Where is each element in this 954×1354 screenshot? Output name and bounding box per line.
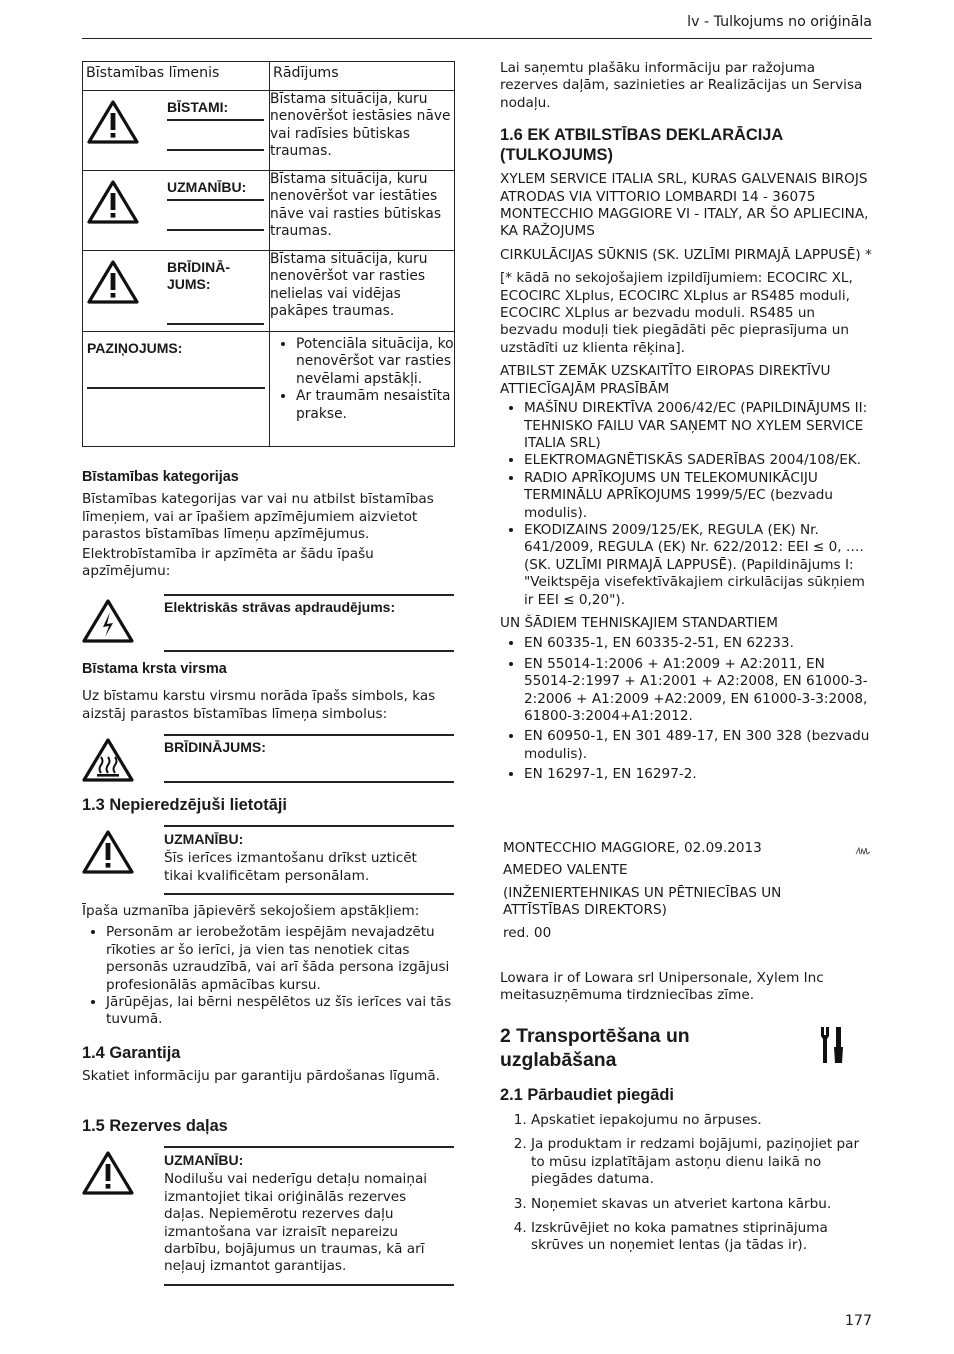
signature-icon	[855, 846, 871, 856]
hazard-level-table	[82, 61, 455, 447]
list-item: • Jārūpējas, lai bērni nespēlētos uz šīs ierīces vai tās tuvumā.	[106, 994, 454, 1029]
section-title-1-6: 1.6 EK ATBILSTĪBAS DEKLARĀCIJA (TULKOJUMS)	[500, 126, 783, 165]
trademark-note: Lowara ir of Lowara srl Unipersonale, Xylem Inc meitasuzņēmuma tirdzniecības zīme.	[500, 970, 824, 1004]
chapter-title-2: 2 Transportēšana un uzglabāšana	[500, 1025, 690, 1071]
warning-icon	[87, 99, 139, 145]
table-header-level: Bīstamības līmenis	[83, 62, 270, 91]
paragraph: UN ŠĀDIEM TEHNISKAJIEM STANDARTIEM	[500, 614, 778, 631]
delivery-steps	[500, 1112, 869, 1262]
level-name: PAZIŅOJUMS:	[87, 340, 183, 356]
table-row	[83, 91, 455, 171]
list-item: • EN 16297-1, EN 16297-2.	[524, 766, 872, 783]
caution-text: Šīs ierīces izmantošanu drīkst uzticēt tikai kvalificētam personālam.	[164, 850, 417, 884]
paragraph: XYLEM SERVICE ITALIA SRL, KURAS GALVENAIS BIROJS ATRODAS VIA VITTORIO LOMBARDI 14 - 36075 MONTECCHIO MAGGIORE VI - ITALY, AR ŠO APLIECINA, KA RAŽOJUMS	[500, 171, 869, 240]
paragraph: Īpaša uzmanība jāpievērš sekojošiem apstākļiem:	[82, 903, 420, 919]
electric-hazard-label: Elektriskās strāvas apdraudējums:	[164, 599, 396, 615]
page-number: 177	[844, 1313, 872, 1329]
right-column	[500, 60, 872, 784]
subsection-heading: Bīstama krsta virsma	[82, 661, 227, 677]
paragraph: Bīstamības kategorijas var vai nu atbilst bīstamības līmeņiem, vai ar īpašiem apzīmējumiem aizvietot parastos bīstamības līmeņu apzīmējumus.	[82, 491, 434, 543]
paragraph: CIRKULĀCIJAS SŪKNIS (SK. UZLĪMI PIRMAJĀ LAPPUSĒ) *	[500, 246, 872, 263]
warning-icon	[82, 1150, 134, 1196]
list-item: 2. Ja produktam ir redzami bojājumi, paziņojiet par to mūsu izplatītājam astoņu dienu laikā no piegādes datuma.	[531, 1136, 869, 1188]
tools-icon	[818, 1025, 846, 1065]
signature-name: AMEDEO VALENTE	[503, 862, 628, 879]
caution-text: Nodilušu vai nederīgu detaļu nomaiņai izmantojiet tikai oriģinālās rezerves daļas. Nepiemērotu rezerves daļu izmantošana var izraisīt nepareizu darbību, bojājumus un traumas, kā arī neļauj izmantot garantijas.	[164, 1171, 428, 1275]
hot-surface-label: BRĪDINĀJUMS:	[164, 739, 266, 755]
paragraph: [* kādā no sekojošajiem izpildījumiem: ECOCIRC XL, ECOCIRC XLplus, ECOCIRC XLplus ar RS485 moduli, ECOCIRC XLplus ar bezvadu moduli. RS485 un bezvadu moduļi tiek piegādāti pēc pieprasījuma un uzstādīti uz klienta rēķina].	[500, 270, 853, 356]
list-item: • Potenciāla situācija, ko nenovēršot var rasties nevēlami apstākļi.	[296, 336, 454, 388]
list-item: • Ar traumām nesaistīta prakse.	[296, 388, 454, 423]
table-row	[83, 251, 455, 332]
list-item: • ELEKTROMAGNĒTISKĀS SADERĪBAS 2004/108/EK.	[524, 452, 872, 469]
caution-label: UZMANĪBU:	[164, 1152, 244, 1168]
inexperienced-users-body	[82, 903, 454, 1029]
caution-box	[164, 831, 449, 885]
list-item: 4. Izskrūvējiet no koka pamatnes stiprinājuma skrūves un noņemiet lentas (ja tādas ir).	[531, 1220, 869, 1255]
warning-icon	[87, 259, 139, 305]
level-description: Bīstama situācija, kuru nenovēršot var rasties nelielas vai vidējas pakāpes traumas.	[270, 251, 455, 332]
level-name: BĪSTAMI:	[167, 99, 229, 115]
paragraph: Lai saņemtu plašāku informāciju par ražojuma rezerves daļām, sazinieties ar Realizācijas un Servisa nodaļu.	[500, 60, 863, 111]
level-name: UZMANĪBU:	[167, 179, 247, 195]
paragraph: Elektrobīstamība ir apzīmēta ar šādu īpašu apzīmējumu:	[82, 545, 374, 580]
hot-surface-section	[82, 661, 454, 723]
running-header: lv - Tulkojums no oriģināla	[687, 14, 872, 30]
hazard-categories-section	[82, 469, 454, 580]
revision: red. 00	[503, 924, 552, 941]
subsection-heading: Bīstamības kategorijas	[82, 469, 239, 485]
level-name: BRĪDINĀ-JUMS:	[167, 259, 230, 292]
list-item: • EN 60335-1, EN 60335-2-51, EN 62233.	[524, 635, 872, 652]
list-item: • Personām ar ierobežotām iespējām nevajadzētu rīkoties ar šo ierīci, ja vien tas nenotiek citas personās uzraudzībā, vai arī šāda persona izgājusi profesionālās apmācības kursu.	[106, 924, 454, 994]
caution-box	[164, 1152, 449, 1276]
level-description: Bīstama situācija, kuru nenovēršot iestāsies nāve vai radīsies būtiskas traumas.	[270, 91, 455, 171]
warning-icon	[82, 829, 134, 875]
list-item: • EN 60950-1, EN 301 489-17, EN 300 328 (bezvadu modulis).	[524, 728, 872, 763]
table-header-desc: Rādījums	[270, 62, 455, 91]
signature-place-date: MONTECCHIO MAGGIORE, 02.09.2013	[503, 840, 762, 856]
list-item: 3. Noņemiet skavas un atveriet kartona kārbu.	[531, 1196, 869, 1213]
list-item: • EN 55014-1:2006 + A1:2009 + A2:2011, EN 55014-2:1997 + A1:2001 + A2:2008, EN 61000-3-2:2006 + A1:2009 +A2:2009, EN 61000-3-3:2008, 61800-3:2004+A1:2012.	[524, 656, 872, 726]
list-item: 1. Apskatiet iepakojumu no ārpuses.	[531, 1112, 869, 1129]
paragraph: Skatiet informāciju par garantiju pārdošanas līgumā.	[82, 1068, 440, 1084]
electric-hazard-icon	[82, 598, 134, 644]
paragraph: ATBILST ZEMĀK UZSKAITĪTO EIROPAS DIREKTĪVU ATTIECĪGAJĀM PRASĪBĀM	[500, 363, 831, 397]
list-item: • RADIO APRĪKOJUMS UN TELEKOMUNIKĀCIJU TERMINĀLU APRĪKOJUMS 1999/5/EC (bezvadu modulis).	[524, 470, 872, 522]
section-title-1-5: 1.5 Rezerves daļas	[82, 1117, 228, 1135]
table-row	[83, 332, 455, 447]
caution-label: UZMANĪBU:	[164, 831, 244, 847]
section-title-2-1: 2.1 Pārbaudiet piegādi	[500, 1086, 674, 1104]
list-item: • MAŠĪNU DIREKTĪVA 2006/42/EC (PAPILDINĀJUMS II: TEHNISKO FAILU VAR SAŅEMT NO XYLEM SERVICE ITALIA SRL)	[524, 400, 872, 452]
section-title-1-3: 1.3 Nepieredzējuši lietotāji	[82, 796, 287, 814]
table-row	[83, 171, 455, 251]
level-description: Bīstama situācija, kuru nenovēršot var iestāties nāve vai rasties būtiskas traumas.	[270, 171, 455, 251]
paragraph: Uz bīstamu karstu virsmu norāda īpašs simbols, kas aizstāj parastos bīstamības līmeņa simbolus:	[82, 688, 436, 722]
hot-surface-icon	[82, 737, 134, 783]
warning-icon	[87, 179, 139, 225]
header-rule	[82, 38, 872, 39]
list-item: • EKODIZAINS 2009/125/EK, REGULA (EK) Nr. 641/2009, REGULA (EK) Nr. 622/2012: EEI ≤ 0, …. (SK. UZLĪMI PIRMAJĀ LAPPUSĒ). (Papildinājums I: "Veiktspēja visefektīvākajiem cirkulācijas sūkņiem ir EEI ≤ 0,20").	[524, 522, 872, 609]
signature-block	[503, 840, 848, 942]
signature-role: (INŽENIERTEHNIKAS UN PĒTNIECĪBAS UN ATTĪSTĪBAS DIREKTORS)	[503, 884, 782, 919]
section-title-1-4: 1.4 Garantija	[82, 1044, 181, 1062]
